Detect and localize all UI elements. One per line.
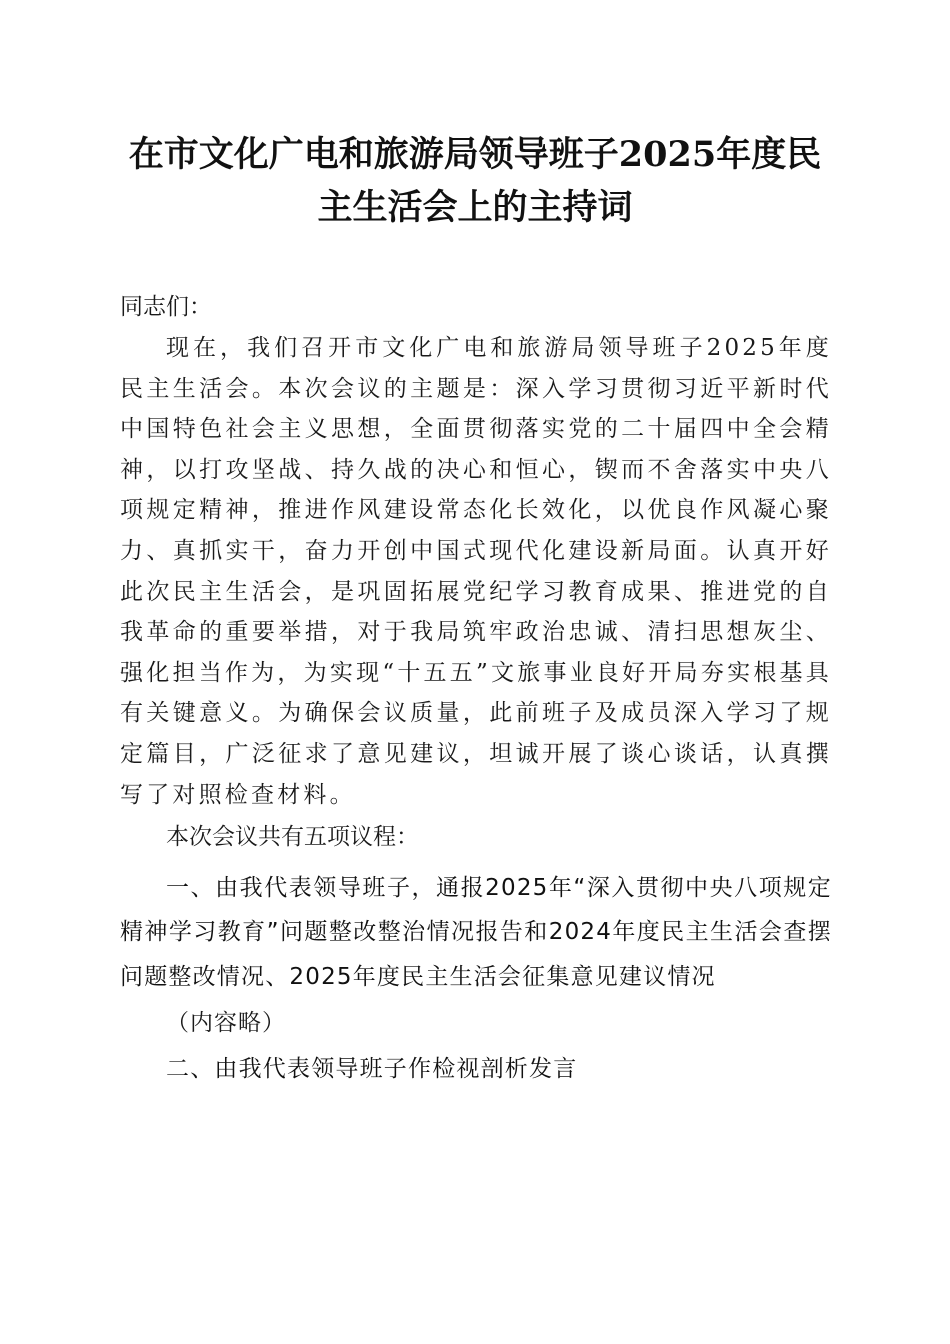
salutation: 同志们： xyxy=(120,294,212,320)
agenda-item-2-heading: 二、由我代表领导班子作检视剖析发言 xyxy=(166,1056,578,1083)
agenda-item-1-note: （内容略） xyxy=(166,1010,286,1037)
intro-paragraph: 现在，我们召开市文化广电和旅游局领导班子2025年度民主生活会。本次会议的主题是：深入学习贯彻习近平新时代中国特色社会主义思想，全面贯彻落实党的二十届四中全会精神，以打攻坚战、持久战的决心和恒心，锲而不舍落实中央八项规定精神，推进作风建设常态化长效化，以优良作风凝心聚力、真抓实干，奋力开创中国式现代化建设新局面。认真开好此次民主生活会，是巩固拓展党纪学习教育成果、推进党的自我革命的重要举措，对于我局筑牢政治忠诚、清扫思想灰尘、强化担当作为，为实现“十五五”文旅事业良好开局夯实根基具有关键意义。为确保会议质量，此前班子及成员深入学习了规定篇目，广泛征求了意见建议，坦诚开展了谈心谈话，认真撰写了对照检查材料。 xyxy=(120,335,832,808)
agenda-item-1-heading: 一、由我代表领导班子，通报2025年“深入贯彻中央八项规定精神学习教育”问题整改整治情况报告和2024年度民主生活会查摆问题整改情况、2025年度民主生活会征集意见建议情况 xyxy=(120,874,832,990)
agenda-intro: 本次会议共有五项议程： xyxy=(166,824,419,851)
title-line-1: 在市文化广电和旅游局领导班子2025年度民 xyxy=(128,134,822,175)
document-body xyxy=(120,286,832,1092)
title-line-2: 主生活会上的主持词 xyxy=(317,187,633,228)
document-title xyxy=(110,128,840,234)
